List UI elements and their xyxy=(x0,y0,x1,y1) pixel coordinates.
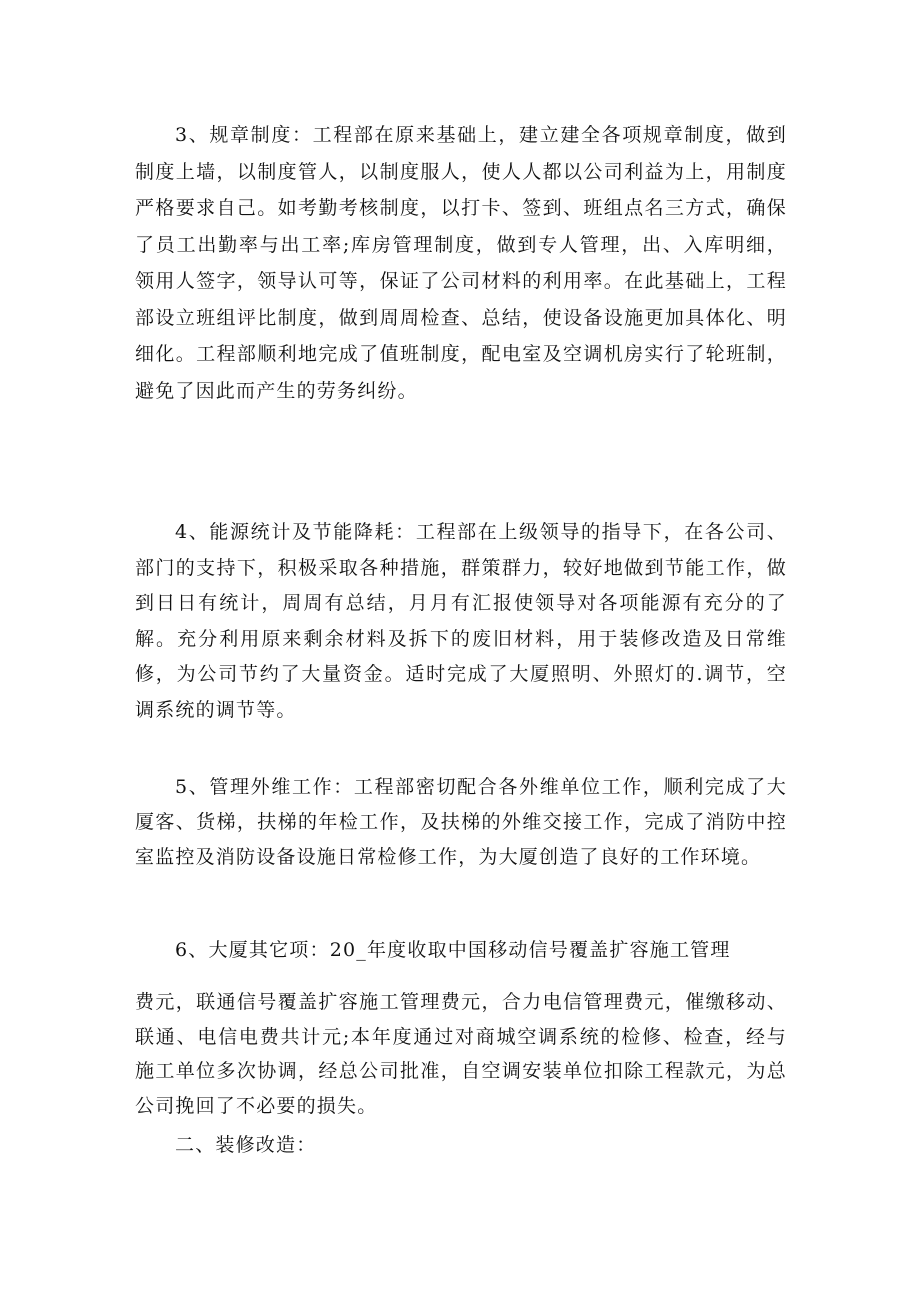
paragraph-regulations: 3、规章制度：工程部在原来基础上，建立建全各项规章制度，做到制度上墙，以制度管人，以制度服人，使人人都以公司利益为上，用制度严格要求自己。如考勤考核制度，以打卡、签到、班组点名三方式，确保了员工出勤率与出工率;库房管理制度，做到专人管理，出、入库明细，领用人签字，领导认可等，保证了公司材料的利用率。在此基础上，工程部设立班组评比制度，做到周周检查、总结，使设备设施更加具体化、明细化。工程部顺利地完成了值班制度，配电室及空调机房实行了轮班制，避免了因此而产生的劳务纠纷。 xyxy=(135,124,787,402)
paragraph-other-items-intro: 6、大厦其它项：20_年度收取中国移动信号覆盖扩容施工管理 xyxy=(175,939,731,961)
section-heading-renovation: 二、装修改造： xyxy=(175,1134,317,1156)
paragraph-energy-statistics: 4、能源统计及节能降耗：工程部在上级领导的指导下，在各公司、部门的支持下，积极采取各种措施，群策群力，较好地做到节能工作，做到日日有统计，周周有总结，月月有汇报使领导对各项能源有充分的了解。充分利用原来剩余材料及拆下的废旧材料，用于装修改造及日常维修，为公司节约了大量资金。适时完成了大厦照明、外照灯的.调节，空调系统的调节等。 xyxy=(135,521,787,721)
paragraph-external-maintenance: 5、管理外维工作：工程部密切配合各外维单位工作，顺利完成了大厦客、货梯，扶梯的年检工作，及扶梯的外维交接工作，完成了消防中控室监控及消防设备设施日常检修工作，为大厦创造了良好的工作环境。 xyxy=(135,776,787,868)
paragraph-other-items-fees: 费元，联通信号覆盖扩容施工管理费元，合力电信管理费元，催缴移动、联通、电信电费共计元;本年度通过对商城空调系统的检修、检查，经与施工单位多次协调，经总公司批准，自空调安装单位扣除工程款元，为总公司挽回了不必要的损失。 xyxy=(135,991,787,1117)
